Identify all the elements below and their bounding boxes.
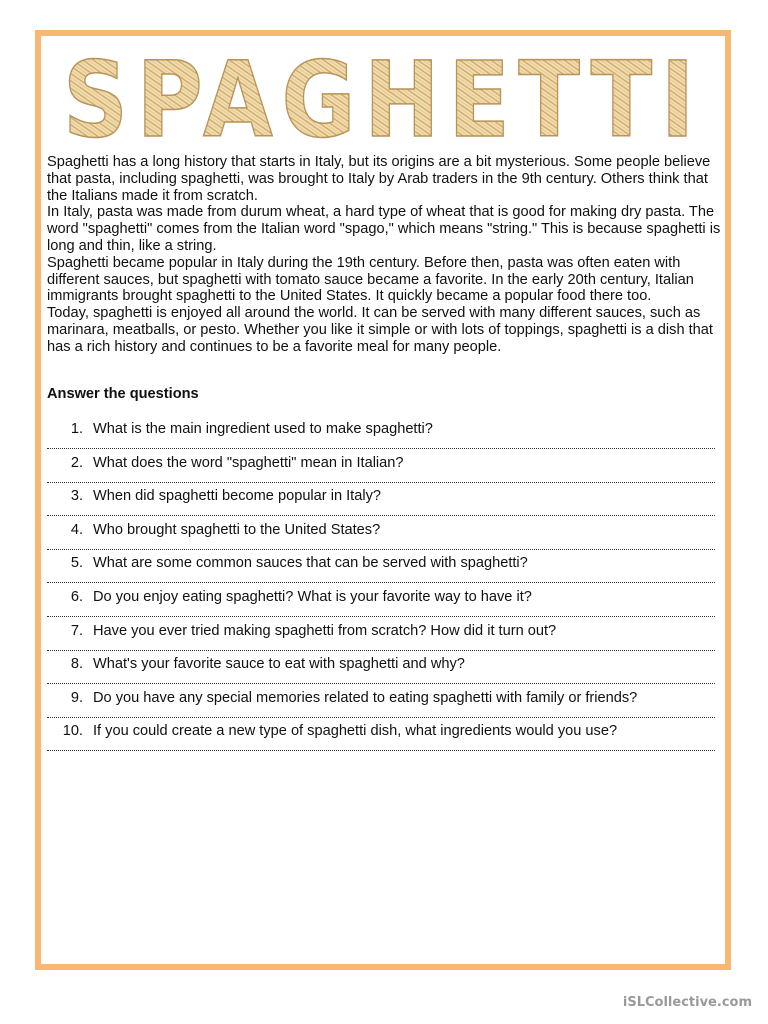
question-item bbox=[47, 722, 727, 756]
questions-list bbox=[47, 420, 727, 756]
page-border bbox=[35, 30, 731, 970]
answer-line[interactable] bbox=[47, 539, 715, 550]
question-text: What does the word "spaghetti" mean in Italian? bbox=[93, 454, 404, 471]
question-text: What's your favorite sauce to eat with spaghetti and why? bbox=[93, 656, 465, 673]
reading-passage bbox=[47, 154, 727, 356]
question-number: 10. bbox=[62, 723, 83, 740]
question-number: 3. bbox=[70, 488, 83, 505]
questions-heading: Answer the questions bbox=[47, 386, 199, 402]
question-number: 2. bbox=[70, 454, 83, 471]
question-item bbox=[47, 554, 727, 588]
question-number: 6. bbox=[70, 588, 83, 605]
paragraph: Spaghetti has a long history that starts in Italy, but its origins are a bit mysterious. Some people believe that pasta, including spaghetti, was brought to Italy by Arab traders in the 9th century. Others think that the Italians made it from scratch. bbox=[47, 154, 711, 204]
answer-line[interactable] bbox=[47, 673, 715, 684]
question-text: If you could create a new type of spaghetti dish, what ingredients would you use? bbox=[93, 723, 618, 740]
footer-watermark[interactable]: iSLCollective.com bbox=[622, 995, 752, 1010]
question-item bbox=[47, 521, 727, 555]
question-item bbox=[47, 420, 727, 454]
question-text: What is the main ingredient used to make spaghetti? bbox=[93, 421, 433, 437]
question-text: What are some common sauces that can be served with spaghetti? bbox=[93, 555, 528, 572]
question-number: 4. bbox=[70, 521, 83, 538]
question-text: Have you ever tried making spaghetti from scratch? How did it turn out? bbox=[93, 622, 557, 639]
question-text: Who brought spaghetti to the United States? bbox=[93, 521, 381, 538]
question-text: When did spaghetti become popular in Italy? bbox=[93, 488, 381, 505]
paragraph: Spaghetti became popular in Italy during the 19th century. Before then, pasta was often eaten with different sauces, but spaghetti with tomato sauce became a favorite. In the early 20th century, Italian immigrants brought spaghetti to the United States. It quickly became a popular food there too. bbox=[47, 254, 694, 305]
title-banner bbox=[53, 44, 713, 152]
question-item bbox=[47, 655, 727, 689]
paragraph: In Italy, pasta was made from durum wheat, a hard type of wheat that is good for making dry pasta. The word "spaghetti" comes from the Italian word "spago," which means "string." This is because spaghetti is long and thin, like a string. bbox=[47, 204, 721, 254]
page-title: SPAGHETTI bbox=[63, 44, 703, 152]
question-number: 1. bbox=[70, 421, 83, 437]
answer-line[interactable] bbox=[47, 472, 715, 483]
question-number: 7. bbox=[70, 622, 83, 639]
question-item bbox=[47, 689, 727, 723]
question-number: 8. bbox=[70, 656, 83, 673]
answer-line[interactable] bbox=[47, 505, 715, 516]
question-number: 9. bbox=[70, 689, 83, 706]
answer-line[interactable] bbox=[47, 740, 715, 751]
question-number: 5. bbox=[70, 555, 83, 572]
question-item bbox=[47, 588, 727, 622]
answer-line[interactable] bbox=[47, 606, 715, 617]
question-text: Do you enjoy eating spaghetti? What is your favorite way to have it? bbox=[93, 588, 532, 605]
answer-line[interactable] bbox=[47, 640, 715, 651]
answer-line[interactable] bbox=[47, 572, 715, 583]
paragraph: Today, spaghetti is enjoyed all around the world. It can be served with many different sauces, such as marinara, meatballs, or pesto. Whether you like it simple or with lots of toppings, spaghetti is a dish that has a rich history and continues to be a favorite meal for many people. bbox=[47, 305, 713, 355]
question-item bbox=[47, 487, 727, 521]
question-item bbox=[47, 454, 727, 488]
question-text: Do you have any special memories related to eating spaghetti with family or friends? bbox=[93, 689, 638, 706]
question-item bbox=[47, 622, 727, 656]
answer-line[interactable] bbox=[47, 438, 715, 449]
answer-line[interactable] bbox=[47, 707, 715, 718]
pasta-title-image bbox=[53, 44, 713, 152]
